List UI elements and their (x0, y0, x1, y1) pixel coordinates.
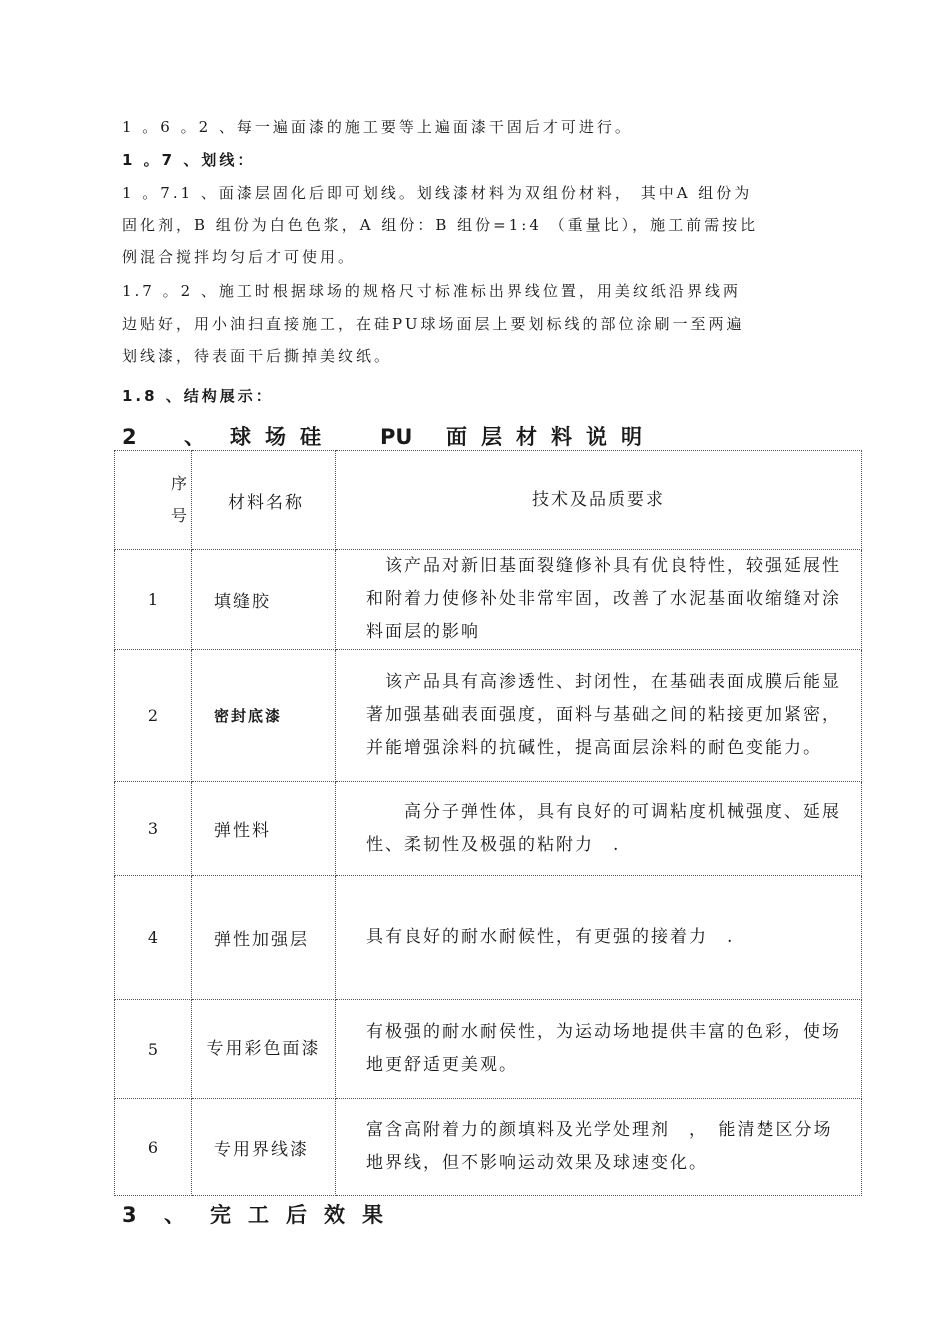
paragraph-1: 1 。6 。2 、每一遍面漆的施工要等上遍面漆干固后才可进行。 (122, 118, 633, 136)
materials-table (114, 450, 862, 1196)
table-row (115, 650, 862, 782)
section-3-number: 3 (122, 1203, 137, 1227)
header-material-name: 材料名称 (192, 451, 336, 550)
section-2-separator: 、 (184, 425, 205, 449)
header-requirements: 技术及品质要求 (336, 451, 862, 550)
row-requirements: 该产品具有高渗透性、封闭性，在基础表面成膜后能显著加强基础表面强度，面料与基础之间的粘接更加紧密，并能增强涂料的抗碱性，提高面层涂料的耐色变能力。 (336, 650, 862, 782)
paragraph-1-7-1-line1: 1 。7.1 、面漆层固化后即可划线。划线漆材料为双组份材料， 其中A 组份为 (122, 184, 753, 202)
paragraph-1-7-2-line2: 边贴好，用小油扫直接施工，在硅PU球场面层上要划标线的部位涂刷一至两遍 (122, 315, 745, 333)
row-number: 3 (115, 782, 192, 876)
row-requirements: 具有良好的耐水耐候性，有更强的接着力 . (336, 876, 862, 1000)
section-2-title: 球场硅 (230, 425, 335, 449)
row-number: 6 (115, 1099, 192, 1196)
row-material-name: 专用彩色面漆 (192, 1000, 336, 1099)
table-header-row (115, 451, 862, 550)
row-number: 1 (115, 550, 192, 650)
heading-1-7: 1 。7 、划线： (122, 151, 256, 169)
table-row (115, 782, 862, 876)
row-number: 2 (115, 650, 192, 782)
section-3-heading (122, 1199, 400, 1229)
row-requirements: 高分子弹性体，具有良好的可调粘度机械强度、延展性、柔韧性及极强的粘附力 . (336, 782, 862, 876)
table-row (115, 1000, 862, 1099)
section-2-pu: PU (380, 425, 413, 449)
section-3-title: 完工后效果 (210, 1203, 400, 1227)
table-row (115, 876, 862, 1000)
row-requirements: 该产品对新旧基面裂缝修补具有优良特性，较强延展性和附着力使修补处非常牢固，改善了水泥基面收缩缝对涂料面层的影响 (336, 550, 862, 650)
row-requirements: 有极强的耐水耐侯性，为运动场地提供丰富的色彩，使场地更舒适更美观。 (336, 1000, 862, 1099)
table-row (115, 1099, 862, 1196)
row-number: 4 (115, 876, 192, 1000)
header-number: 序 号 (115, 451, 192, 550)
section-3-separator: 、 (164, 1203, 185, 1227)
section-2-rest: 面层材料说明 (446, 425, 656, 449)
row-requirements: 富含高附着力的颜填料及光学处理剂 ， 能清楚区分场地界线，但不影响运动效果及球速变化。 (336, 1099, 862, 1196)
paragraph-1-7-2-line3: 划线漆，待表面干后撕掉美纹纸。 (122, 347, 393, 365)
row-material-name: 弹性加强层 (192, 876, 336, 1000)
section-2-number: 2 (122, 425, 137, 449)
row-material-name: 专用界线漆 (192, 1099, 336, 1196)
row-material-name: 弹性料 (192, 782, 336, 876)
row-material-name: 密封底漆 (192, 650, 336, 782)
row-material-name: 填缝胶 (192, 550, 336, 650)
row-number: 5 (115, 1000, 192, 1099)
paragraph-1-7-2-line1: 1.7 。2 、施工时根据球场的规格尺寸标准标出界线位置，用美纹纸沿界线两 (122, 282, 741, 300)
table-row (115, 550, 862, 650)
paragraph-1-7-1-line3: 例混合搅拌均匀后才可使用。 (122, 248, 357, 266)
paragraph-1-7-1-line2: 固化剂，B 组份为白色色浆，A 组份：B 组份=1:4 （重量比），施工前需按比 (122, 216, 759, 234)
heading-1-8: 1.8 、结构展示： (122, 387, 274, 405)
section-2-heading (122, 421, 656, 451)
